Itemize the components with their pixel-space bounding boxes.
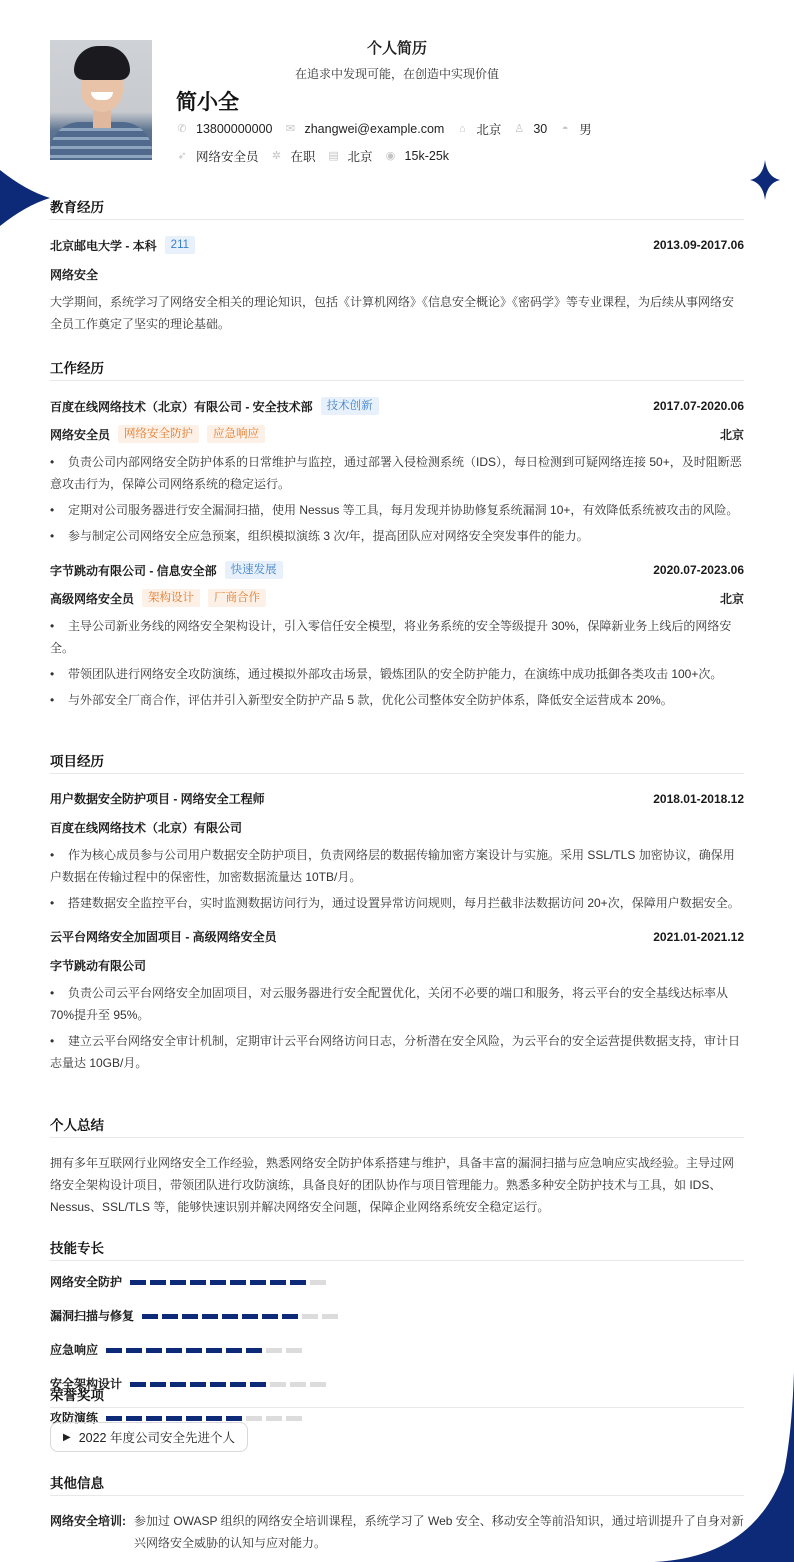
tag: 厂商合作 (208, 589, 266, 607)
skill-label: 安全架构设计 (50, 1376, 123, 1391)
work-item-header: 字节跳动有限公司 - 信息安全部 快速发展 2020.07-2023.06 (50, 563, 744, 578)
list-item: • 主导公司新业务线的网络安全架构设计，引入零信任安全模型，将业务系统的安全等级提升 30%，保障新业务上线后的网络安全。 (50, 619, 732, 655)
other-item (50, 1510, 744, 1554)
tag: 快速发展 (225, 561, 283, 579)
bullet-list (50, 982, 744, 1074)
skill-label: 漏洞扫描与修复 (50, 1308, 135, 1323)
list-item: • 作为核心成员参与公司用户数据安全防护项目，负责网络层的数据传输加密方案设计与实施。采用 SSL/TLS 加密协议，确保用户数据在传输过程中的保密性，加密数据流量达 10TB/月。 (50, 848, 735, 884)
date: 2021.01-2021.12 (653, 929, 744, 944)
home-icon: ⌂ (459, 123, 466, 135)
date: 2020.07-2023.06 (653, 563, 744, 577)
resume-header (50, 0, 744, 190)
city: 北京 (719, 427, 744, 442)
list-item: • 与外部安全厂商合作，评估并引入新型安全防护产品 5 款，优化公司整体安全防护体系，降低安全运营成本 20%。 (50, 693, 673, 707)
education-item: 北京邮电大学 - 本科 211 2013.09-2017.06 (50, 238, 744, 253)
contact-city: ⌂ 北京 (456, 120, 501, 138)
list-item: • 定期对公司服务器进行安全漏洞扫描，使用 Nessus 等工具，每月发现并协助修复系统漏洞 10+，有效降低系统被攻击的风险。 (50, 503, 739, 517)
project-company: 字节跳动有限公司 (50, 959, 147, 973)
other-section (50, 1472, 744, 1554)
work-section (50, 357, 744, 715)
avatar-photo (50, 40, 152, 160)
tag: 技术创新 (321, 397, 379, 415)
education-section (50, 196, 744, 335)
skill-item (50, 1332, 403, 1366)
tag: 应急响应 (207, 425, 265, 443)
job-status: ✲ 在职 (271, 150, 316, 164)
list-item: • 参与制定公司网络安全应急预案，组织模拟演练 3 次/年，提高团队应对网络安全突发事件的能力。 (50, 529, 589, 543)
phone-icon: ✆ (177, 123, 187, 135)
skill-level-bar (130, 1274, 330, 1288)
salary-icon: ◉ (385, 150, 396, 162)
skill-level-bar (106, 1342, 306, 1356)
skill-label: 网络安全防护 (50, 1274, 123, 1289)
tag: 网络安全防护 (118, 425, 199, 443)
job-position: ➶ 网络安全员 (177, 150, 259, 164)
contact-row (176, 120, 604, 138)
decorative-star-left (0, 108, 50, 288)
summary-text: 拥有多年互联网行业网络安全工作经验，熟悉网络安全防护体系搭建与维护，具备丰富的漏洞扫描与应急响应实战经验。主导过网络安全架构设计项目，带领团队进行攻防演练，具备良好的团队协作与项目管理能力。熟悉多种安全防护技术与工具，如 IDS、Nessus、SSL/TLS 等，能够快速识别并解决网络安全问题，保障企业网络系统安全稳定运行。 (50, 1156, 735, 1214)
award-item[interactable]: ▶ 2022 年度公司安全先进个人 (50, 1422, 248, 1452)
document-subtitle: 在追求中发现可能，在创造中实现价值 (294, 67, 499, 81)
major: 网络安全 (50, 268, 99, 282)
resume-page (50, 0, 744, 1550)
skill-label: 应急响应 (50, 1342, 99, 1357)
list-item: • 带领团队进行网络安全攻防演练，通过模拟外部攻击场景，锻炼团队的安全防护能力，在演练中成功抵御各类攻击 100+次。 (50, 667, 723, 681)
section-title: 荣誉奖项 (50, 1384, 744, 1408)
contact-age: ♙ 30 (514, 122, 548, 136)
date: 2018.01-2018.12 (653, 791, 744, 806)
skill-item (50, 1264, 403, 1298)
document-title: 个人简历 (366, 40, 427, 57)
section-title: 技能专长 (50, 1237, 744, 1261)
list-item: • 负责公司云平台网络安全加固项目，对云服务器进行安全配置优化，关闭不必要的端口和服务，将云平台的安全基线达标率从 70%提升至 95%。 (50, 986, 729, 1022)
section-title: 教育经历 (50, 196, 744, 220)
work-item-header: 百度在线网络技术（北京）有限公司 - 安全技术部 技术创新 2017.07-2020.06 (50, 399, 744, 414)
skill-label: 攻防演练 (50, 1410, 99, 1425)
job-intent-row (176, 147, 461, 165)
bullet-list (50, 615, 744, 711)
date: 2013.09-2017.06 (653, 238, 744, 252)
role: 网络安全员 (50, 427, 111, 442)
contact-email: ✉ zhangwei@example.com (285, 122, 445, 136)
date: 2017.07-2020.06 (653, 399, 744, 413)
other-value: 参加过 OWASP 组织的网络安全培训课程，系统学习了 Web 安全、移动安全等前沿知识，通过培训提升了自身对新兴网络安全威胁的认知与应对能力。 (134, 1514, 744, 1550)
section-title: 项目经历 (50, 750, 744, 774)
gender-icon: ◓ (561, 123, 569, 135)
skill-item (50, 1298, 403, 1332)
job-salary: ◉ 15k-25k (385, 149, 450, 163)
send-icon: ➶ (177, 150, 187, 162)
status-icon: ✲ (271, 150, 282, 162)
summary-section (50, 1114, 744, 1218)
tag: 架构设计 (142, 589, 200, 607)
projects-section (50, 750, 744, 1078)
building-icon: ▤ (328, 150, 339, 162)
section-title: 其他信息 (50, 1472, 744, 1496)
decorative-star-icon (750, 160, 780, 200)
tag: 211 (165, 236, 195, 254)
bullet-list (50, 451, 744, 547)
role: 高级网络安全员 (50, 591, 135, 606)
city: 北京 (719, 591, 744, 606)
age-icon: ♙ (514, 123, 525, 135)
list-item: • 负责公司内部网络安全防护体系的日常维护与监控，通过部署入侵检测系统（IDS），每日检测到可疑网络连接 50+，及时阻断恶意攻击行为，保障公司网络系统的稳定运行。 (50, 455, 742, 491)
other-key: 网络安全培训: (50, 1514, 126, 1528)
contact-gender: ◓ 男 (559, 120, 592, 138)
project-item-header: 云平台网络安全加固项目 - 高级网络安全员 2021.01-2021.12 (50, 929, 744, 944)
awards-section (50, 1384, 744, 1452)
mail-icon: ✉ (285, 123, 296, 135)
skill-level-bar (142, 1308, 342, 1322)
contact-phone: ✆ 13800000000 (177, 122, 273, 136)
project-company: 百度在线网络技术（北京）有限公司 (50, 821, 243, 835)
bullet-list (50, 844, 744, 914)
section-title: 工作经历 (50, 357, 744, 381)
job-city: ▤ 北京 (328, 150, 373, 164)
candidate-name: 简小全 (176, 91, 239, 114)
list-item: • 建立云平台网络安全审计机制，定期审计云平台网络访问日志，分析潜在安全风险，为云平台的安全运营提供数据支持，审计日志量达 10GB/月。 (50, 1034, 741, 1070)
triangle-right-icon: ▶ (63, 1431, 71, 1443)
list-item: • 搭建数据安全监控平台，实时监测数据访问行为，通过设置异常访问规则，每月拦截非法数据访问 20+次，保障用户数据安全。 (50, 896, 740, 910)
education-desc: 大学期间，系统学习了网络安全相关的理论知识，包括《计算机网络》《信息安全概论》《密码学》等专业课程，为后续从事网络安全员工作奠定了坚实的理论基础。 (50, 295, 735, 331)
section-title: 个人总结 (50, 1114, 744, 1138)
project-item-header: 用户数据安全防护项目 - 网络安全工程师 2018.01-2018.12 (50, 791, 744, 806)
